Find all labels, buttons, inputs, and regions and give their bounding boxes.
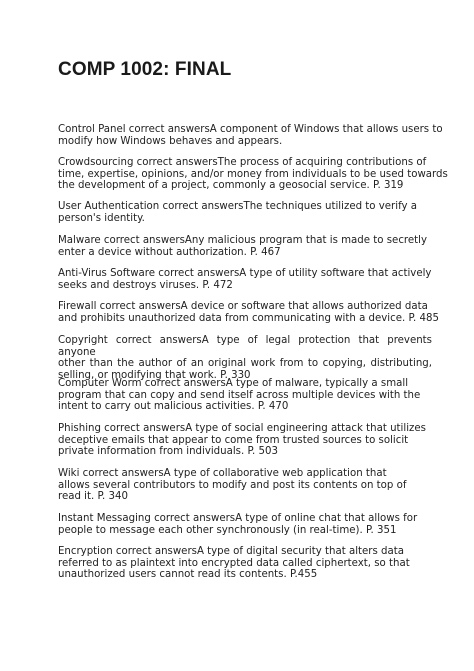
entry-line: referred to as plaintext into encrypted data called ciphertext, so that — [58, 557, 410, 569]
entry-line: allows several contributors to modify and post its contents on top of — [58, 479, 407, 491]
entry-wiki — [58, 468, 432, 503]
entry-line: unauthorized users cannot read its contents. P.455 — [58, 569, 318, 580]
entry-anti-virus-software — [58, 268, 432, 291]
entry-line: Wiki correct answersA type of collaborative web application that — [58, 468, 387, 479]
entry-line: person's identity. — [58, 212, 145, 224]
entry-line: time, expertise, opinions, and/or money from individuals to be used towards — [58, 168, 448, 180]
entry-line: Firewall correct answersA device or software that allows authorized data — [58, 301, 428, 312]
entry-crowdsourcing — [58, 157, 448, 192]
entry-line: other than the author of an original work from to copying, distributing, — [58, 358, 432, 369]
entry-line: User Authentication correct answersThe techniques utilized to verify a — [58, 201, 417, 212]
entry-line: seeks and destroys viruses. P. 472 — [58, 279, 233, 291]
entry-line: read it. P. 340 — [58, 491, 128, 502]
entry-line: enter a device without authorization. P. 467 — [58, 246, 281, 258]
entry-malware — [58, 235, 432, 258]
entry-line: private information from individuals. P. 503 — [58, 446, 278, 457]
entry-computer-worm — [58, 378, 432, 413]
entry-line: Control Panel correct answersA component of Windows that allows users to — [58, 124, 443, 135]
entry-line: Encryption correct answersA type of digital security that alters data — [58, 546, 404, 557]
entry-line: program that can copy and send itself across multiple devices with the — [58, 389, 421, 401]
entry-line: deceptive emails that appear to come from trusted sources to solicit — [58, 434, 409, 446]
entry-line: Anti-Virus Software correct answersA type of utility software that actively — [58, 268, 432, 279]
entry-line: Malware correct answersAny malicious program that is made to secretly — [58, 235, 428, 246]
entry-line: and prohibits unauthorized data from communicating with a device. P. 485 — [58, 312, 439, 324]
entry-line: Instant Messaging correct answersA type of online chat that allows for — [58, 513, 418, 524]
entry-control-panel — [58, 124, 443, 147]
entry-encryption — [58, 546, 432, 581]
entry-phishing — [58, 423, 432, 458]
entry-line: selling, or modifying that work. P. 330 — [58, 369, 251, 381]
entry-user-authentication — [58, 201, 432, 224]
entry-line: Phishing correct answersA type of social engineering attack that utilizes — [58, 423, 426, 434]
entry-line: Crowdsourcing correct answersThe process of acquiring contributions of — [58, 157, 427, 168]
document-title: COMP 1002: FINAL — [58, 59, 232, 80]
entry-line: Copyright correct answersA type of legal protection that prevents anyone — [58, 335, 432, 358]
entry-line: people to message each other synchronously (in real-time). P. 351 — [58, 524, 397, 536]
entry-copyright — [58, 335, 432, 381]
entry-instant-messaging — [58, 513, 432, 536]
entry-firewall — [58, 301, 439, 324]
entry-line: the development of a project, commonly a geosocial service. P. 319 — [58, 180, 404, 191]
entry-line: modify how Windows behaves and appears. — [58, 135, 283, 147]
entry-line: intent to carry out malicious activities. P. 470 — [58, 401, 289, 412]
entry-line: Computer Worm correct answersA type of malware, typically a small — [58, 378, 409, 389]
